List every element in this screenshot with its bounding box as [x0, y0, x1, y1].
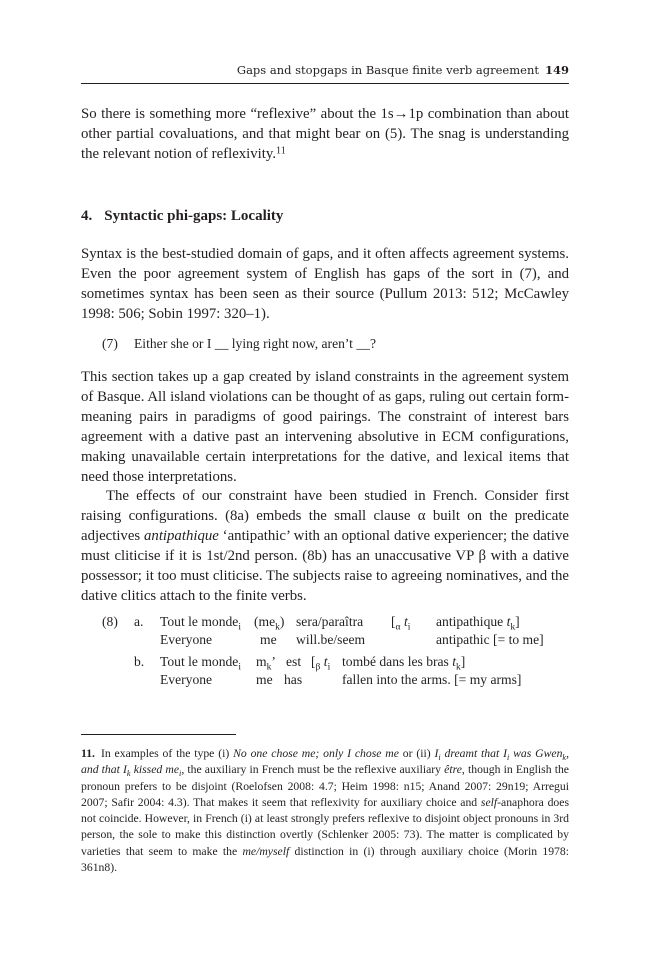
gloss-clitic-fr: $(me_k)$: [254, 614, 285, 633]
gloss-subject-en: Everyone: [160, 632, 213, 647]
gloss-bracket-beta: [$_\beta$ $t_i$: [311, 654, 331, 673]
gloss-predicate-fr: antipathique $t_k$]: [436, 614, 520, 633]
gloss-verb-en: has: [284, 672, 303, 687]
paragraph-island-constraints: This section takes up a gap created by island constraints in the agreement system of Basque. All island violations can be thought of as gaps, ruling out certain form-meaning pairs in paradigms of good pairings. The constraint of interest bars agreement with a dative past an intervening absolutive in ECM configurations, making unavailable certain interpretations for the dative, and lexical items that need those interpretations.: [81, 369, 569, 485]
section-heading: [81, 206, 283, 226]
paragraph-french-effects: [81, 486, 569, 606]
gloss-clitic-fr: $m_k$’: [256, 654, 276, 673]
gloss-clitic-en: me: [260, 632, 277, 647]
example-text: Either she or I __ lying right now, aren’t __?: [134, 336, 376, 351]
gloss-clitic-en: me: [256, 672, 273, 687]
paragraph-text: So there is something more “reflexive” about the 1s→1p combination than about other partial covaluations, and that might bear on (5). The snag is understanding the relevant notion of reflexivity.: [81, 106, 569, 162]
example-8a-label: a.: [134, 614, 144, 629]
gloss-predicate-en: fallen into the arms. [= my arms]: [342, 672, 522, 687]
gloss-verb-fr: est: [286, 654, 302, 669]
gloss-verb-en: will.be/seem: [296, 632, 366, 647]
gloss-predicate-fr: tombé dans les bras $t_k$]: [342, 654, 466, 673]
example-number: (7): [102, 336, 118, 351]
paragraph-text: ‘antipathic’ with an optional dative experiencer; the dative must cliticise if it is 1st/2nd person. (8b) has an unaccusative VP β with a dative possessor; it too must cliticise. The subjects raise to agreeing nominatives, and the dative clitics attach to the finite verbs.: [81, 528, 569, 604]
gloss-predicate-en: antipathic [= to me]: [436, 632, 544, 647]
paragraph-reflexivity: [81, 104, 569, 164]
running-title: Gaps and stopgaps in Basque finite verb agreement: [236, 63, 539, 77]
section-number: 4.: [81, 208, 93, 224]
gloss-subject-fr: Tout le monde$_i$: [160, 614, 241, 633]
gloss-verb-fr: sera/paraîtra: [296, 614, 364, 629]
section-title: Syntactic phi-gaps: Locality: [104, 208, 284, 224]
paragraph-syntax-gaps: Syntax is the best-studied domain of gaps, and it often affects agreement systems. Even the poor agreement system of English has gaps of the sort in (7), and sometimes syntax has been seen as their source (Pullum 2013: 512; McCawley 1998: 506; Sobin 1997: 320–1).: [81, 246, 569, 322]
footnote-reference[interactable]: 11: [276, 145, 286, 157]
gloss-bracket-alpha: [$_\alpha$ $t_i$: [391, 614, 411, 633]
gloss-subject-en: Everyone: [160, 672, 213, 687]
running-header: [81, 62, 569, 78]
header-rule: [81, 83, 569, 84]
example-8b-label: b.: [134, 654, 145, 669]
footnote-rule: [81, 734, 236, 735]
footnote-11: 11. In examples of the type (i) No one chose me; only I chose me or (ii) $I_i$ dreamt that $I_i$ was Gwen$_k$, and that $I_k$ kissed $me_i$, the auxiliary in French must be the reflexive auxiliary être, though in English the pronoun prefers to be disjoint (Roelofsen 2008: 4.7; Heim 1998: n15; Anand 2007: 29n19; Arregui 2007; Safir 2004: 4.3). That makes it seem that reflexivity for auxiliary choice and self-anaphora does not coincide. However, in French (i) at least strongly prefers reflexive to disjoint object pronouns in 3rd person, the sole to make this distinction overtly (Schlenker 2005: 73). The matter is complicated by varieties that seem to make the me/myself distinction in (i) through auxiliary choice (Morin 1978: 361n8).: [81, 747, 569, 875]
gloss-subject-fr: Tout le monde$_i$: [160, 654, 241, 673]
italic-term: antipathique: [144, 528, 219, 544]
page-number: 149: [544, 63, 569, 77]
example-number: (8): [102, 614, 118, 629]
paragraph-text: The effects of our constraint have been studied in French. Consider first raising configurations. (8a) embeds the small clause α built on the predicate adjectives: [81, 488, 569, 544]
footnote-number: 11.: [81, 747, 95, 760]
example-7: [102, 335, 376, 353]
